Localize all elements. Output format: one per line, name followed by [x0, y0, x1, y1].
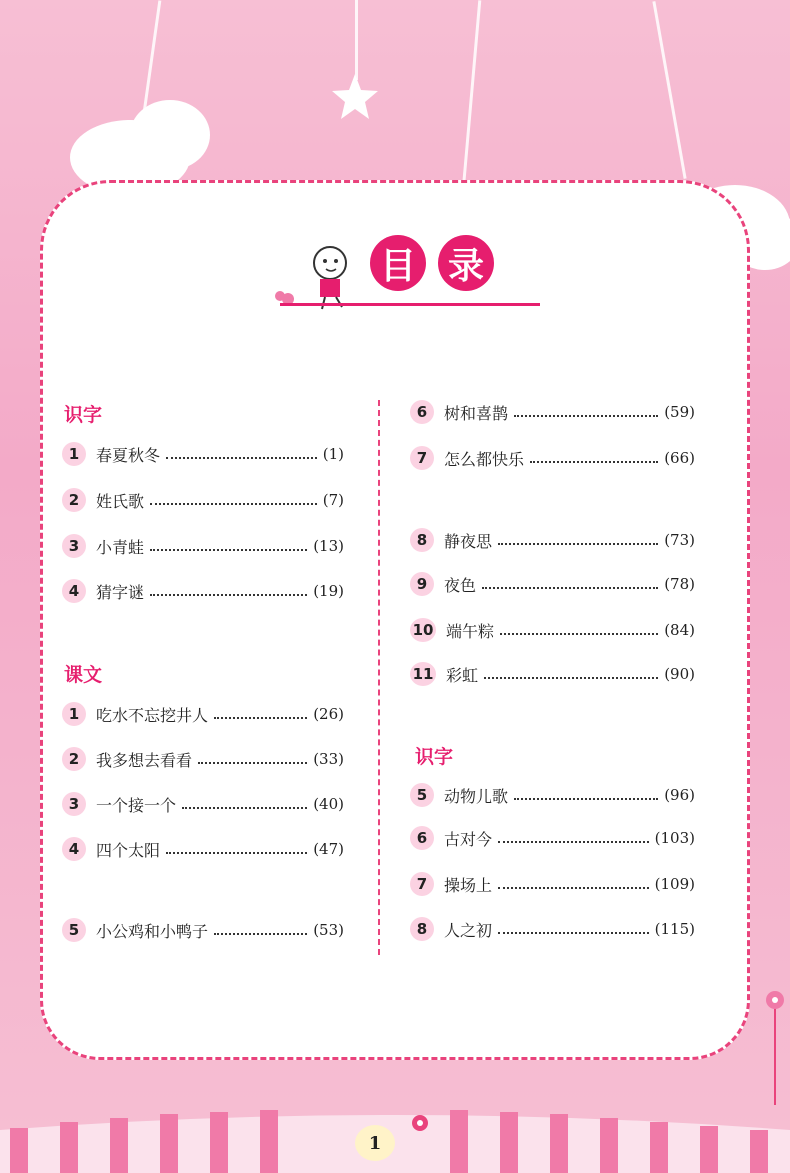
entry-page: (96) — [664, 786, 695, 804]
toc-title — [260, 235, 540, 315]
entry-number: 1 — [62, 702, 86, 726]
toc-entry[interactable] — [410, 661, 695, 687]
entry-page: (78) — [664, 575, 695, 593]
leader-dots — [198, 762, 307, 764]
entry-number: 1 — [62, 442, 86, 466]
entry-number: 5 — [62, 918, 86, 942]
entry-page: (19) — [313, 582, 344, 600]
entry-title: 一个接一个 — [96, 795, 177, 815]
entry-page: (40) — [313, 795, 344, 813]
leader-dots — [484, 677, 658, 679]
entry-page: (1) — [322, 445, 344, 463]
entry-page: (90) — [664, 665, 695, 683]
leader-dots — [150, 594, 307, 596]
entry-title: 怎么都快乐 — [444, 449, 525, 469]
toc-entry[interactable] — [62, 533, 344, 559]
leader-dots — [498, 841, 649, 843]
section-heading-literacy: 识字 — [64, 404, 103, 426]
entry-page: (84) — [664, 621, 695, 639]
toc-entry[interactable] — [62, 578, 344, 604]
entry-number: 7 — [410, 446, 434, 470]
toc-entry[interactable] — [62, 836, 344, 862]
entry-page: (115) — [654, 920, 695, 938]
flower-icon — [760, 985, 790, 1105]
entry-page: (109) — [654, 875, 695, 893]
title-underline — [280, 303, 540, 306]
title-char-2: 录 — [438, 235, 494, 291]
entry-number: 7 — [410, 872, 434, 896]
leader-dots — [214, 933, 307, 935]
toc-entry[interactable] — [410, 871, 695, 897]
leader-dots — [530, 461, 658, 463]
entry-page: (47) — [313, 840, 344, 858]
toc-entry[interactable] — [62, 441, 344, 467]
leader-dots — [150, 503, 317, 505]
entry-title: 猜字谜 — [96, 582, 145, 602]
leader-dots — [498, 887, 649, 889]
entry-number: 4 — [62, 579, 86, 603]
entry-number: 6 — [410, 400, 434, 424]
entry-page: (66) — [664, 449, 695, 467]
entry-page: (7) — [322, 491, 344, 509]
entry-title: 夜色 — [444, 575, 477, 595]
section-heading-texts: 课文 — [64, 664, 103, 686]
entry-page: (73) — [664, 531, 695, 549]
cloud-shape — [130, 100, 210, 170]
entry-title: 姓氏歌 — [96, 491, 145, 511]
toc-entry[interactable] — [410, 527, 695, 553]
entry-title: 吃水不忘挖井人 — [96, 705, 209, 725]
entry-title: 操场上 — [444, 875, 493, 895]
page-number: 1 — [355, 1125, 395, 1161]
entry-number: 5 — [410, 783, 434, 807]
entry-page: (103) — [654, 829, 695, 847]
toc-entry[interactable] — [62, 746, 344, 772]
leader-dots — [150, 549, 307, 551]
entry-number: 10 — [410, 618, 436, 642]
column-divider — [378, 400, 380, 955]
leader-dots — [514, 415, 658, 417]
entry-number: 3 — [62, 534, 86, 558]
toc-entry[interactable] — [62, 791, 344, 817]
entry-page: (59) — [664, 403, 695, 421]
entry-title: 小公鸡和小鸭子 — [96, 921, 209, 941]
entry-title: 人之初 — [444, 920, 493, 940]
entry-page: (26) — [313, 705, 344, 723]
entry-number: 6 — [410, 826, 434, 850]
entry-title: 小青蛙 — [96, 537, 145, 557]
leader-dots — [166, 852, 307, 854]
leader-dots — [214, 717, 307, 719]
entry-title: 静夜思 — [444, 531, 493, 551]
leader-dots — [514, 798, 658, 800]
entry-number: 2 — [62, 488, 86, 512]
leader-dots — [182, 807, 307, 809]
entry-page: (53) — [313, 921, 344, 939]
toc-entry[interactable] — [62, 917, 344, 943]
entry-title: 树和喜鹊 — [444, 403, 509, 423]
hanging-string — [652, 1, 686, 179]
leader-dots — [498, 543, 658, 545]
leader-dots — [500, 633, 658, 635]
flower-icon — [405, 1108, 435, 1138]
hanging-string — [462, 0, 482, 190]
toc-entry[interactable] — [62, 701, 344, 727]
title-char-1: 目 — [370, 235, 426, 291]
star-icon — [330, 72, 380, 122]
entry-title: 四个太阳 — [96, 840, 161, 860]
leader-dots — [166, 457, 317, 459]
entry-number: 3 — [62, 792, 86, 816]
entry-title: 动物儿歌 — [444, 786, 509, 806]
leader-dots — [498, 932, 649, 934]
toc-entry[interactable] — [410, 782, 695, 808]
entry-number: 8 — [410, 917, 434, 941]
leader-dots — [482, 587, 658, 589]
toc-entry[interactable] — [410, 825, 695, 851]
toc-entry[interactable] — [410, 445, 695, 471]
child-illustration-icon — [270, 241, 360, 311]
entry-title: 春夏秋冬 — [96, 445, 161, 465]
entry-title: 古对今 — [444, 829, 493, 849]
toc-entry[interactable] — [62, 487, 344, 513]
section-heading-literacy-2: 识字 — [415, 746, 454, 768]
toc-entry[interactable] — [410, 916, 695, 942]
entry-number: 9 — [410, 572, 434, 596]
entry-number: 2 — [62, 747, 86, 771]
entry-number: 11 — [410, 662, 436, 686]
entry-title: 端午粽 — [446, 621, 495, 641]
toc-entry[interactable] — [410, 571, 695, 597]
entry-page: (13) — [313, 537, 344, 555]
toc-entry[interactable] — [410, 617, 695, 643]
entry-title: 彩虹 — [446, 665, 479, 685]
striped-fence-decoration — [0, 1100, 790, 1173]
entry-page: (33) — [313, 750, 344, 768]
hanging-string — [355, 0, 358, 80]
toc-entry[interactable] — [410, 399, 695, 425]
entry-title: 我多想去看看 — [96, 750, 193, 770]
entry-number: 8 — [410, 528, 434, 552]
entry-number: 4 — [62, 837, 86, 861]
